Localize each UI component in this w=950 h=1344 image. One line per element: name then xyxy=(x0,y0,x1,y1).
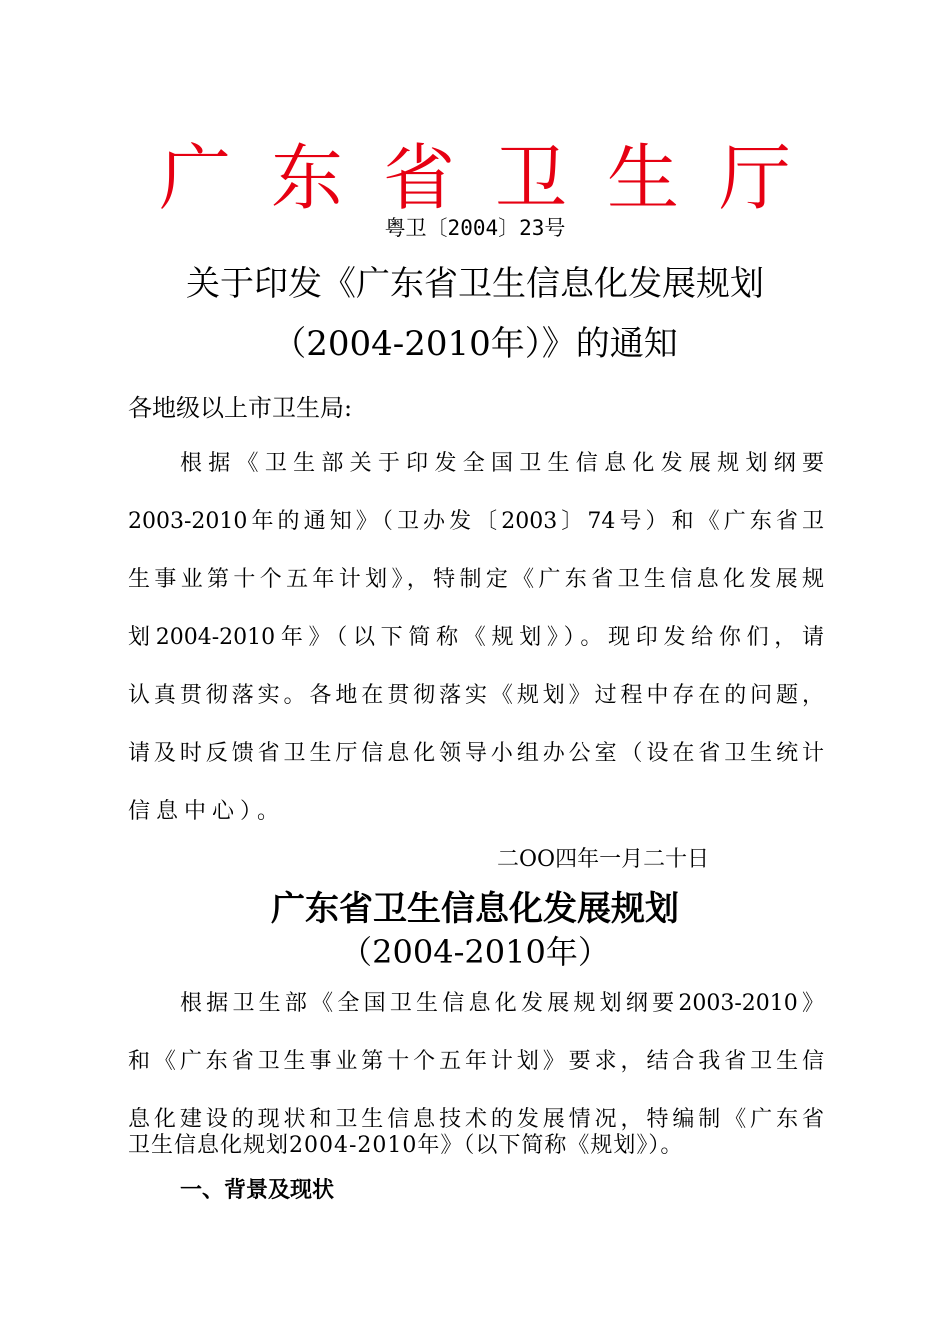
notice-body-line: 认真贯彻落实。各地在贯彻落实《规划》过程中存在的问题， xyxy=(128,683,824,708)
plan-subtitle: （2004-2010年） xyxy=(340,933,610,971)
notice-body-line: 生事业第十个五年计划》，特制定《广东省卫生信息化发展规 xyxy=(128,567,824,592)
plan-intro-line: 和《广东省卫生事业第十个五年计划》要求，结合我省卫生信 xyxy=(128,1049,824,1074)
plan-intro-line: 根据卫生部《全国卫生信息化发展规划纲要2003-2010》 xyxy=(180,991,824,1016)
plan-intro-line: 息化建设的现状和卫生信息技术的发展情况，特编制《广东省 xyxy=(128,1107,824,1132)
issuer-title: 广东省卫生厅 xyxy=(158,136,831,220)
plan-intro-line: 卫生信息化规划2004-2010年》（以下简称《规划》）。 xyxy=(128,1133,684,1158)
notice-body-line: 划2004-2010年》（以下简称《规划》）。现印发给你们，请 xyxy=(128,625,824,650)
notice-title-line-1: 关于印发《广东省卫生信息化发展规划 xyxy=(186,264,764,304)
addressee: 各地级以上市卫生局: xyxy=(128,394,353,422)
notice-body-line: 2003-2010年的通知》（卫办发〔2003〕74号）和《广东省卫 xyxy=(128,509,824,534)
issue-date: 二OO四年一月二十日 xyxy=(497,847,710,872)
plan-title: 广东省卫生信息化发展规划 xyxy=(271,889,679,929)
notice-body-line: 根据《卫生部关于印发全国卫生信息化发展规划纲要 xyxy=(180,451,824,476)
document-number: 粤卫〔2004〕23号 xyxy=(384,216,566,240)
section-heading: 一、背景及现状 xyxy=(180,1177,335,1203)
notice-body-line: 信息中心）。 xyxy=(128,799,286,824)
notice-title-line-2: （2004-2010年）》的通知 xyxy=(272,324,678,364)
notice-body-line: 请及时反馈省卫生厅信息化领导小组办公室（设在省卫生统计 xyxy=(128,741,824,766)
